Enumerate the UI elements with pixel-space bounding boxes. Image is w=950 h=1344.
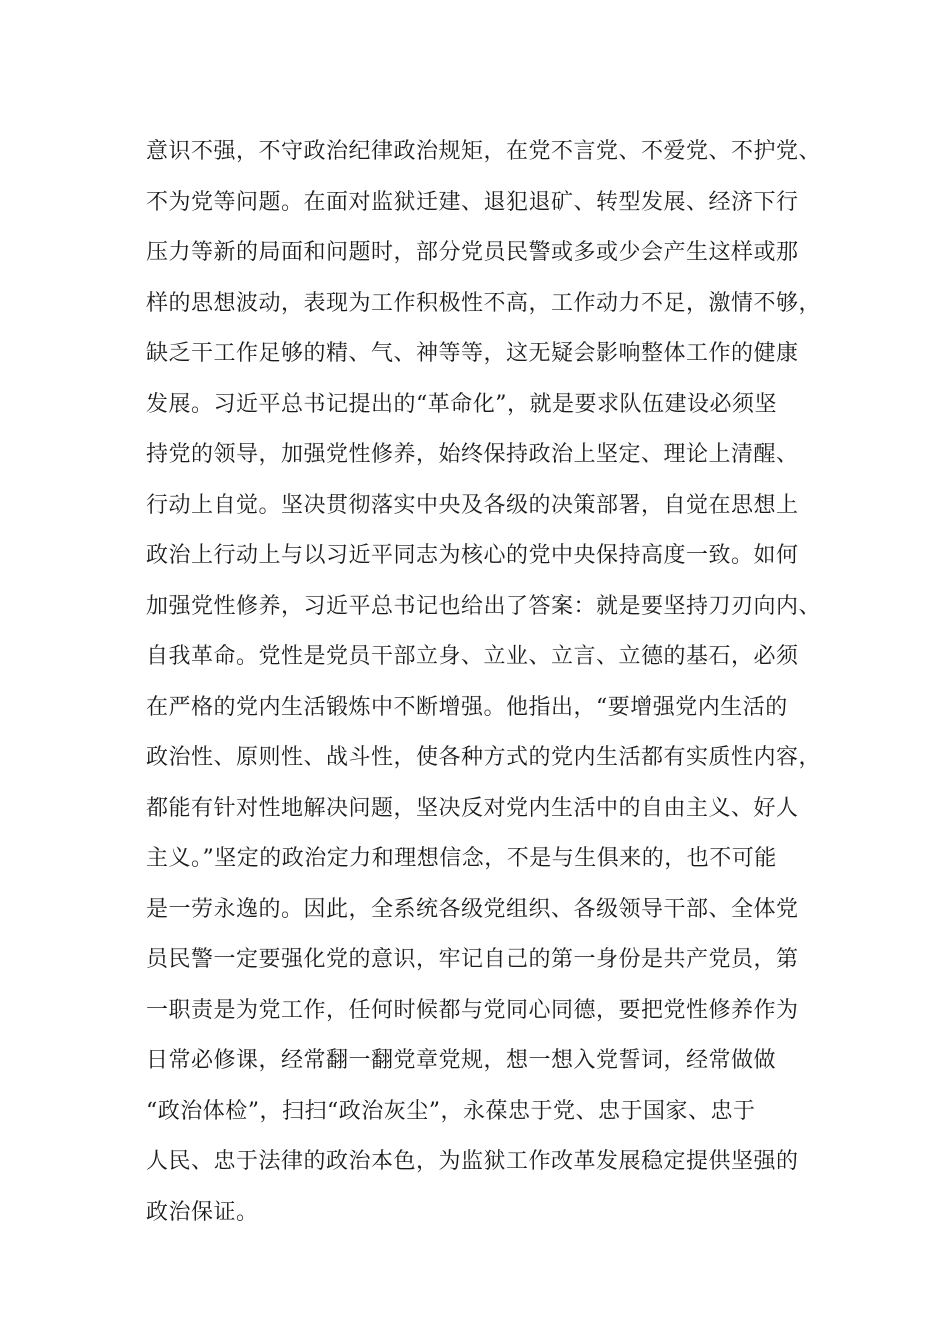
text-line: 意识不强，不守政治纪律政治规矩，在党不言党、不爱党、不护党、 bbox=[146, 139, 822, 164]
text-line: 发展。习近平总书记提出的“革命化”，就是要求队伍建设必须坚 bbox=[146, 391, 777, 417]
text-line: 政治上行动上与以习近平同志为核心的党中央保持高度一致。如何 bbox=[146, 543, 799, 568]
text-line: 加强党性修养，习近平总书记也给出了答案：就是要坚持刀刃向内、 bbox=[146, 593, 822, 619]
text-line: 政治保证。 bbox=[146, 1199, 259, 1225]
text-line: 行动上自觉。坚决贯彻落实中央及各级的决策部署，自觉在思想上 bbox=[146, 492, 799, 518]
text-line: 压力等新的局面和问题时，部分党员民警或多或少会产生这样或那 bbox=[146, 240, 799, 265]
text-line: 人民、忠于法律的政治本色，为监狱工作改革发展稳定提供坚强的 bbox=[146, 1149, 799, 1174]
text-line: 自我革命。党性是党员干部立身、立业、立言、立德的基石，必须 bbox=[146, 644, 799, 669]
text-line: 在严格的党内生活锻炼中不断增强。他指出，“要增强党内生活的 bbox=[146, 694, 788, 720]
text-line: 日常必修课，经常翻一翻党章党规，想一想入党誓词，经常做做 bbox=[146, 1048, 777, 1073]
text-line: “政治体检”，扫扫“政治灰尘”，永葆忠于党、忠于国家、忠于 bbox=[146, 1098, 756, 1124]
body-paragraph bbox=[146, 127, 846, 1238]
text-line: 一职责是为党工作，任何时候都与党同心同德，要把党性修养作为 bbox=[146, 997, 799, 1023]
text-line: 主义。”坚定的政治定力和理想信念，不是与生俱来的，也不可能 bbox=[146, 846, 777, 871]
text-line: 政治性、原则性、战斗性，使各种方式的党内生活都有实质性内容， bbox=[146, 745, 822, 770]
text-line: 是一劳永逸的。因此，全系统各级党组织、各级领导干部、全体党 bbox=[146, 896, 799, 922]
text-line: 都能有针对性地解决问题，坚决反对党内生活中的自由主义、好人 bbox=[146, 795, 799, 821]
text-line: 样的思想波动，表现为工作积极性不高，工作动力不足，激情不够， bbox=[146, 290, 822, 316]
text-line: 缺乏干工作足够的精、气、神等等，这无疑会影响整体工作的健康 bbox=[146, 341, 799, 366]
text-line: 持党的领导，加强党性修养，始终保持政治上坚定、理论上清醒、 bbox=[146, 442, 799, 467]
text-line: 不为党等问题。在面对监狱迁建、退犯退矿、转型发展、经济下行 bbox=[146, 189, 799, 215]
text-line: 员民警一定要强化党的意识，牢记自己的第一身份是共产党员，第 bbox=[146, 947, 799, 972]
